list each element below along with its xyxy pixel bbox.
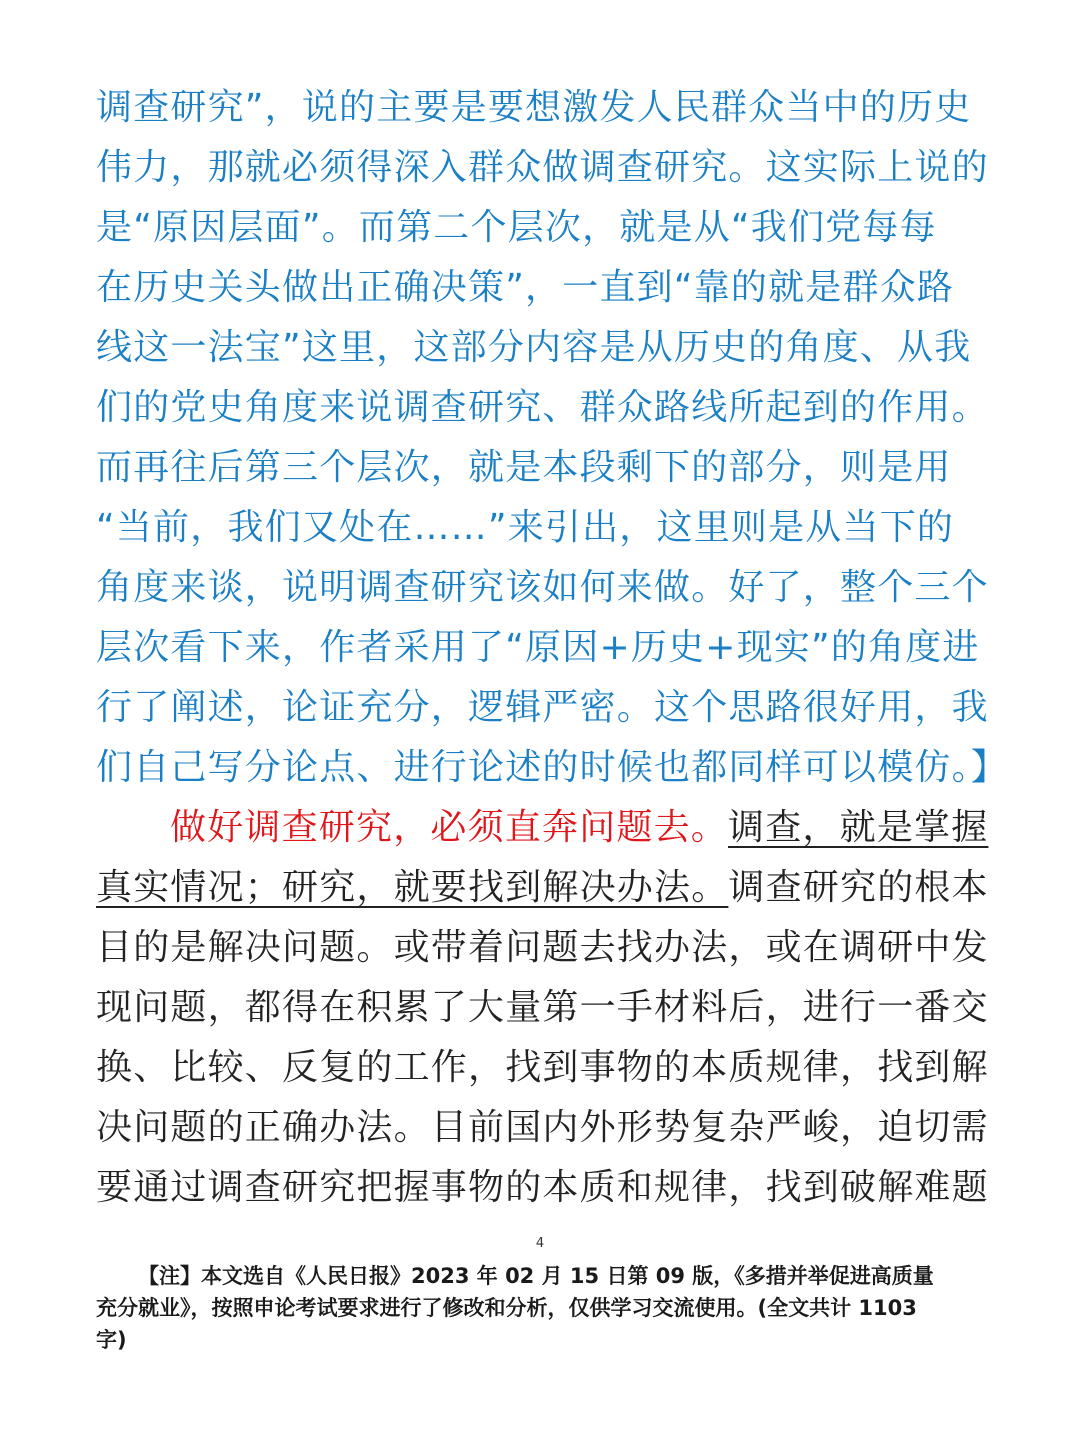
underlined-sentence-part2: 真实情况；研究，就要找到解决办法。 bbox=[96, 867, 729, 908]
commentary-line: 线这一法宝”这里，这部分内容是从历史的角度、从我 bbox=[96, 327, 972, 368]
body-line: 要通过调查研究把握事物的本质和规律，找到破解难题 bbox=[96, 1167, 989, 1208]
page-number: 4 bbox=[535, 1236, 545, 1251]
footnote-line: 【注】本文选自《人民日报》2023 年 02 月 15 日第 09 版，《多措并举促进高质量 bbox=[138, 1264, 934, 1288]
commentary-line: 们的党史角度来说调查研究、群众路线所起到的作用。 bbox=[96, 387, 989, 428]
body-line: 换、比较、反复的工作，找到事物的本质规律，找到解 bbox=[96, 1047, 989, 1088]
body-line-second bbox=[96, 858, 988, 918]
commentary-line: 在历史关头做出正确决策”，一直到“靠的就是群众路 bbox=[96, 267, 955, 308]
footnote-line: 字) bbox=[96, 1328, 127, 1352]
heading-red: 做好调查研究，必须直奔问题去。 bbox=[170, 807, 729, 848]
footnote-line: 充分就业》，按照申论考试要求进行了修改和分析，仅供学习交流使用。(全文共计 1103 bbox=[96, 1296, 917, 1320]
body-line: 决问题的正确办法。目前国内外形势复杂严峻，迫切需 bbox=[96, 1107, 989, 1148]
commentary-block bbox=[96, 78, 1009, 798]
footnote bbox=[96, 1260, 988, 1356]
commentary-line: 伟力，那就必须得深入群众做调查研究。这实际上说的 bbox=[96, 147, 989, 188]
underlined-sentence-part1: 调查，就是掌握 bbox=[728, 807, 989, 848]
commentary-line: 是“原因层面”。而第二个层次，就是从“我们党每每 bbox=[96, 207, 937, 248]
body-line: 目的是解决问题。或带着问题去找办法，或在调研中发 bbox=[96, 927, 989, 968]
commentary-line: 角度来谈，说明调查研究该如何来做。好了，整个三个 bbox=[96, 567, 989, 608]
body-text-rest: 调查研究的根本 bbox=[728, 867, 989, 908]
body-line-first bbox=[96, 798, 988, 858]
commentary-line: “当前，我们又处在……”来引出，这里则是从当下的 bbox=[96, 507, 955, 548]
body-paragraph bbox=[96, 798, 988, 1218]
commentary-line: 调查研究”，说的主要是要想激发人民群众当中的历史 bbox=[96, 87, 972, 128]
commentary-line: 行了阐述，论证充分，逻辑严密。这个思路很好用，我 bbox=[96, 687, 989, 728]
commentary-line: 层次看下来，作者采用了“原因+历史+现实”的角度进 bbox=[96, 627, 980, 668]
commentary-line: 们自己写分论点、进行论述的时候也都同样可以模仿。】 bbox=[96, 747, 1009, 788]
commentary-line: 而再往后第三个层次，就是本段剩下的部分，则是用 bbox=[96, 447, 952, 488]
body-line: 现问题，都得在积累了大量第一手材料后，进行一番交 bbox=[96, 987, 989, 1028]
